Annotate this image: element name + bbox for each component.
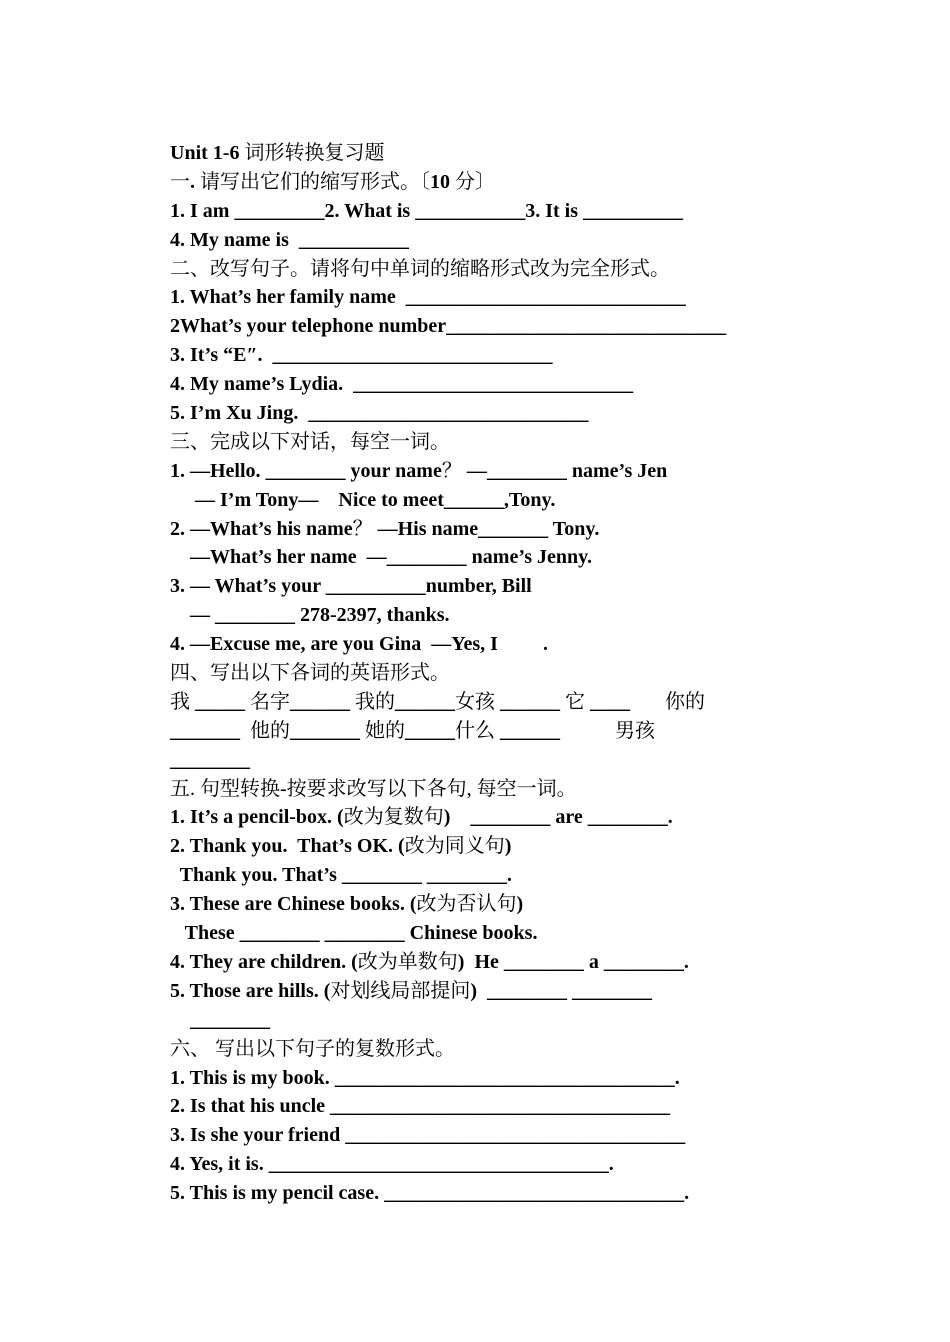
- text-segment: _______: [170, 719, 240, 742]
- text-segment: ): [516, 893, 524, 916]
- document-line: [170, 312, 890, 341]
- document-line: [170, 197, 890, 226]
- document-line: [170, 428, 890, 457]
- document-line: [170, 283, 890, 312]
- text-segment: ) ________ ________: [470, 979, 653, 1002]
- text-segment: 词形转换复习题: [239, 142, 385, 164]
- document-line: [170, 890, 890, 919]
- text-segment: 2. Is that his uncle __________________________________: [170, 1095, 671, 1118]
- text-segment: 4. My name is ___________: [170, 228, 409, 251]
- document-line: [170, 803, 890, 832]
- document-line: [170, 1092, 890, 1121]
- text-segment: 请写出它们的缩写形式。〔: [200, 170, 430, 193]
- text-segment: 四、写出以下各词的英语形式。: [170, 662, 450, 685]
- text-segment: 5. I’m Xu Jing. ____________________________: [170, 402, 589, 425]
- text-segment: 4. My name’s Lydia. ____________________________: [170, 373, 634, 396]
- document-line: [170, 486, 890, 515]
- text-segment: 1. What’s her family name ____________________________: [170, 286, 686, 309]
- document-line: [170, 775, 890, 804]
- document-line: [170, 457, 890, 486]
- text-segment: 改为否认句: [416, 893, 517, 916]
- text-segment: ): [504, 835, 512, 858]
- document-line: [170, 399, 890, 428]
- text-segment: 2What’s your telephone number____________________________: [170, 315, 727, 338]
- text-segment: 改为单数句: [357, 950, 458, 973]
- text-segment: 一: [170, 170, 190, 193]
- text-segment: —________ name’s Jen: [461, 459, 668, 482]
- text-segment: ________: [170, 748, 250, 771]
- text-segment: 他的: [240, 719, 290, 742]
- document-line: [170, 1064, 890, 1093]
- text-segment: —What’s her name —________ name’s Jenny.: [170, 546, 593, 569]
- text-segment: 对划线局部提问: [330, 979, 471, 1002]
- document-line: [170, 861, 890, 890]
- text-segment: 4. —Excuse me, are you Gina —Yes, I .: [170, 633, 548, 656]
- text-segment: 改为同义句: [404, 835, 505, 858]
- document-line: [170, 977, 890, 1006]
- text-segment: _____: [405, 719, 455, 742]
- text-segment: _______: [290, 719, 360, 742]
- document-line: [170, 1035, 890, 1064]
- document-line: [170, 1150, 890, 1179]
- text-segment: ？: [441, 459, 462, 482]
- document-line: [170, 688, 890, 717]
- text-segment: 我的: [350, 690, 395, 713]
- text-segment: 5. This is my pencil case. ______________________________.: [170, 1182, 690, 1205]
- text-segment: 什么: [455, 719, 500, 742]
- document-line: [170, 717, 890, 746]
- document-line: [170, 1179, 890, 1208]
- text-segment: 1. I am _________2. What is ___________3. It is __________: [170, 199, 683, 222]
- text-segment: 3. These are Chinese books. (: [170, 893, 417, 916]
- text-segment: ______: [395, 690, 455, 713]
- text-segment: 3. Is she your friend __________________________________: [170, 1124, 686, 1147]
- text-segment: ____: [590, 690, 630, 713]
- text-segment: 3. — What’s your __________number, Bill: [170, 575, 532, 598]
- document-line: [170, 543, 890, 572]
- document-line: [170, 168, 890, 197]
- document-line: [170, 630, 890, 659]
- document-line: [170, 601, 890, 630]
- document-line: [170, 370, 890, 399]
- text-segment: — ________ 278-2397, thanks.: [170, 604, 450, 627]
- document-line: [170, 919, 890, 948]
- text-segment: 我: [170, 690, 195, 713]
- text-segment: —His name_______ Tony.: [372, 517, 600, 540]
- document-line: [170, 255, 890, 284]
- text-segment: 她的: [360, 719, 405, 742]
- text-segment: ______: [500, 719, 560, 742]
- text-segment: 改为复数句: [343, 806, 444, 829]
- text-segment: ) ________ are ________.: [443, 806, 673, 829]
- text-segment: _____: [195, 690, 245, 713]
- text-segment: ？: [352, 517, 373, 540]
- text-segment: 它: [560, 690, 590, 713]
- text-segment: — I’m Tony— Nice to meet______,Tony.: [170, 488, 556, 511]
- text-segment: These ________ ________ Chinese books.: [170, 922, 538, 945]
- text-segment: Thank you. That’s ________ ________.: [170, 864, 512, 887]
- text-segment: 4. They are children. (: [170, 950, 358, 973]
- text-segment: 2. —What’s his name: [170, 517, 353, 540]
- text-segment: 男孩: [560, 719, 655, 742]
- text-segment: 五. 句型转换-按要求改写以下各句, 每空一词。: [170, 777, 577, 800]
- text-segment: 名字: [245, 690, 290, 713]
- text-segment: Unit 1-6: [170, 142, 240, 164]
- document-line: [170, 515, 890, 544]
- text-segment: 女孩: [455, 690, 500, 713]
- document-line: [170, 572, 890, 601]
- text-segment: 2. Thank you. That’s OK. (: [170, 835, 405, 858]
- text-segment: 10: [430, 170, 450, 193]
- text-segment: 二、改写句子。请将句中单词的缩略形式改为完全形式。: [170, 257, 670, 280]
- document-line: [170, 1006, 890, 1035]
- text-segment: ________: [170, 1008, 270, 1031]
- text-segment: 5. Those are hills. (: [170, 979, 331, 1002]
- text-segment: 三、完成以下对话，每空一词。: [170, 430, 450, 453]
- text-segment: 六、 写出以下句子的复数形式。: [170, 1037, 455, 1060]
- document-line: [170, 948, 890, 977]
- text-segment: 1. —Hello. ________ your name: [170, 459, 442, 482]
- document-line: [170, 226, 890, 255]
- text-segment: 1. This is my book. __________________________________.: [170, 1066, 680, 1089]
- text-segment: 你的: [630, 690, 705, 713]
- worksheet-document: [170, 139, 890, 1208]
- text-segment: .: [190, 170, 200, 193]
- text-segment: ______: [290, 690, 350, 713]
- text-segment: ______: [500, 690, 560, 713]
- text-segment: 1. It’s a pencil-box. (: [170, 806, 344, 829]
- document-line: [170, 832, 890, 861]
- text-segment: 3. It’s “E″. ____________________________: [170, 344, 553, 367]
- text-segment: 4. Yes, it is. __________________________________.: [170, 1153, 614, 1176]
- document-line: [170, 659, 890, 688]
- text-segment: 分〕: [450, 170, 495, 193]
- document-line: [170, 341, 890, 370]
- text-segment: ) He ________ a ________.: [457, 950, 689, 973]
- document-line: [170, 1121, 890, 1150]
- document-line: [170, 139, 890, 168]
- document-line: [170, 746, 890, 775]
